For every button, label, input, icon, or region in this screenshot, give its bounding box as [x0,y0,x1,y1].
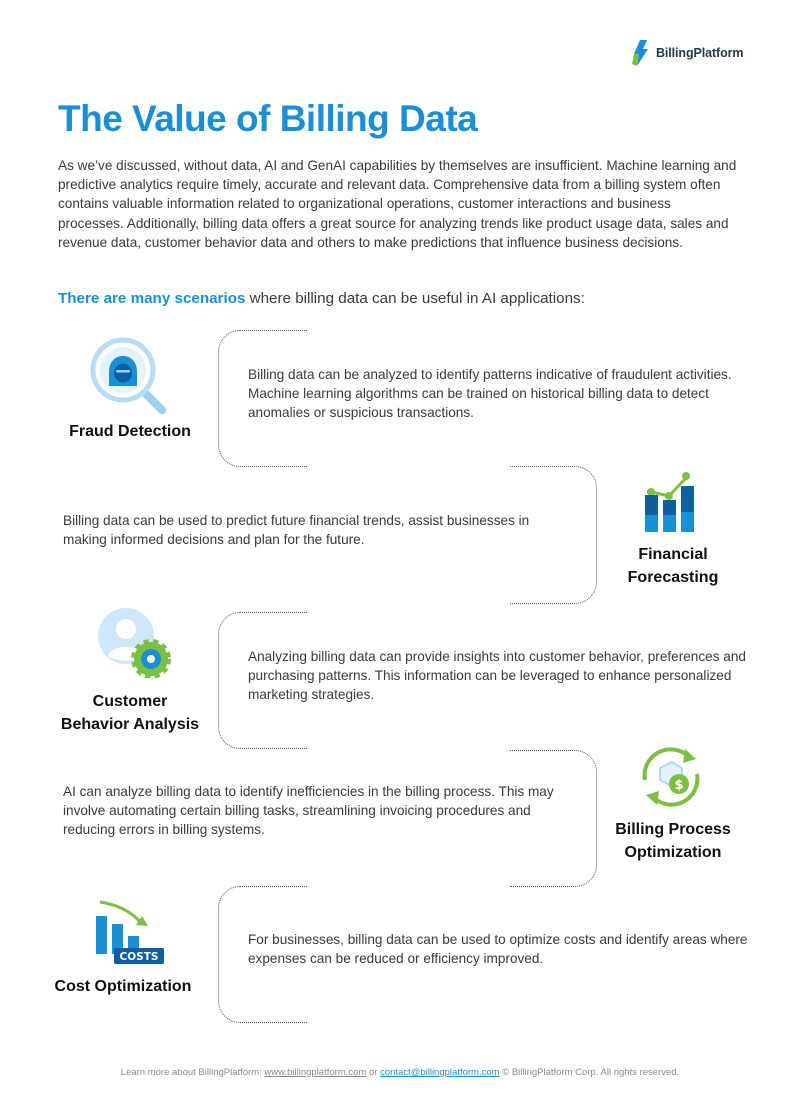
billingplatform-logo-icon [631,40,653,66]
costs-down-icon [92,896,166,966]
scenario-label-billing-process-optimization: Billing Process Optimization [615,821,731,861]
scenario-label-financial-forecasting: Financial Forecasting [627,546,719,586]
scenarios-lead [58,290,585,307]
website-link[interactable]: www.billingplatform.com [264,1067,367,1078]
page-title: The Value of Billing Data [58,98,478,139]
scenario-text-fraud-detection: Billing data can be analyzed to identify patterns indicative of fraudulent activities. Machine learning algorithms can be trained on historical billing data to detect anomalies or suspicious transactions. [248,367,732,421]
intro-paragraph: As we’ve discussed, without data, AI and GenAI capabilities by themselves are insufficient. Machine learning and predictive analytics require timely, accurate and relevant data. Comprehensive data from a billing system often contains valuable information related to organizational operations, customer interactions and business processes. Additionally, billing data offers a great source for analyzing trends like product usage data, sales and revenue data, customer behavior data and others to make predictions that influence business decisions. [58,158,737,250]
process-cycle-icon [636,744,706,810]
costs-badge-text: COSTS [119,951,159,963]
user-gear-icon [96,606,172,678]
footer: Learn more about BillingPlatform: www.billingplatform.com or contact@billingplatform.com © BillingPlatform Corp. All rights reserved. [120,1067,680,1078]
scenario-label-customer-behavior-analysis: Customer Behavior Analysis [60,693,200,733]
scenario-text-billing-process-optimization: AI can analyze billing data to identify inefficiencies in the billing process. This may involve automating certain billing tasks, streamlining invoicing procedures and reducing errors in billing systems. [63,784,554,838]
scenario-text-financial-forecasting: Billing data can be used to predict future financial trends, assist businesses in making informed decisions and plan for the future. [63,513,530,548]
bar-chart-icon [638,466,700,534]
svg-text:$: $ [674,778,684,793]
email-link[interactable]: contact@billingplatform.com [380,1067,500,1078]
scenario-text-customer-behavior-analysis: Analyzing billing data can provide insights into customer behavior, preferences and purchasing patterns. This information can be leveraged to enhance personalized marketing strategies. [248,649,746,703]
scenario-label-cost-optimization: Cost Optimization [54,978,192,995]
lead-highlight: There are many scenarios [58,290,246,307]
brand-logo[interactable] [631,40,746,66]
brand-name: BillingPlatform [656,46,744,60]
scenario-label-fraud-detection: Fraud Detection [69,423,191,440]
scenario-text-cost-optimization: For businesses, billing data can be used to optimize costs and identify areas where expenses can be reduced or efficiency improved. [248,932,748,967]
lead-rest: where billing data can be useful in AI applications: [245,290,585,307]
fraud-search-icon [90,336,170,416]
